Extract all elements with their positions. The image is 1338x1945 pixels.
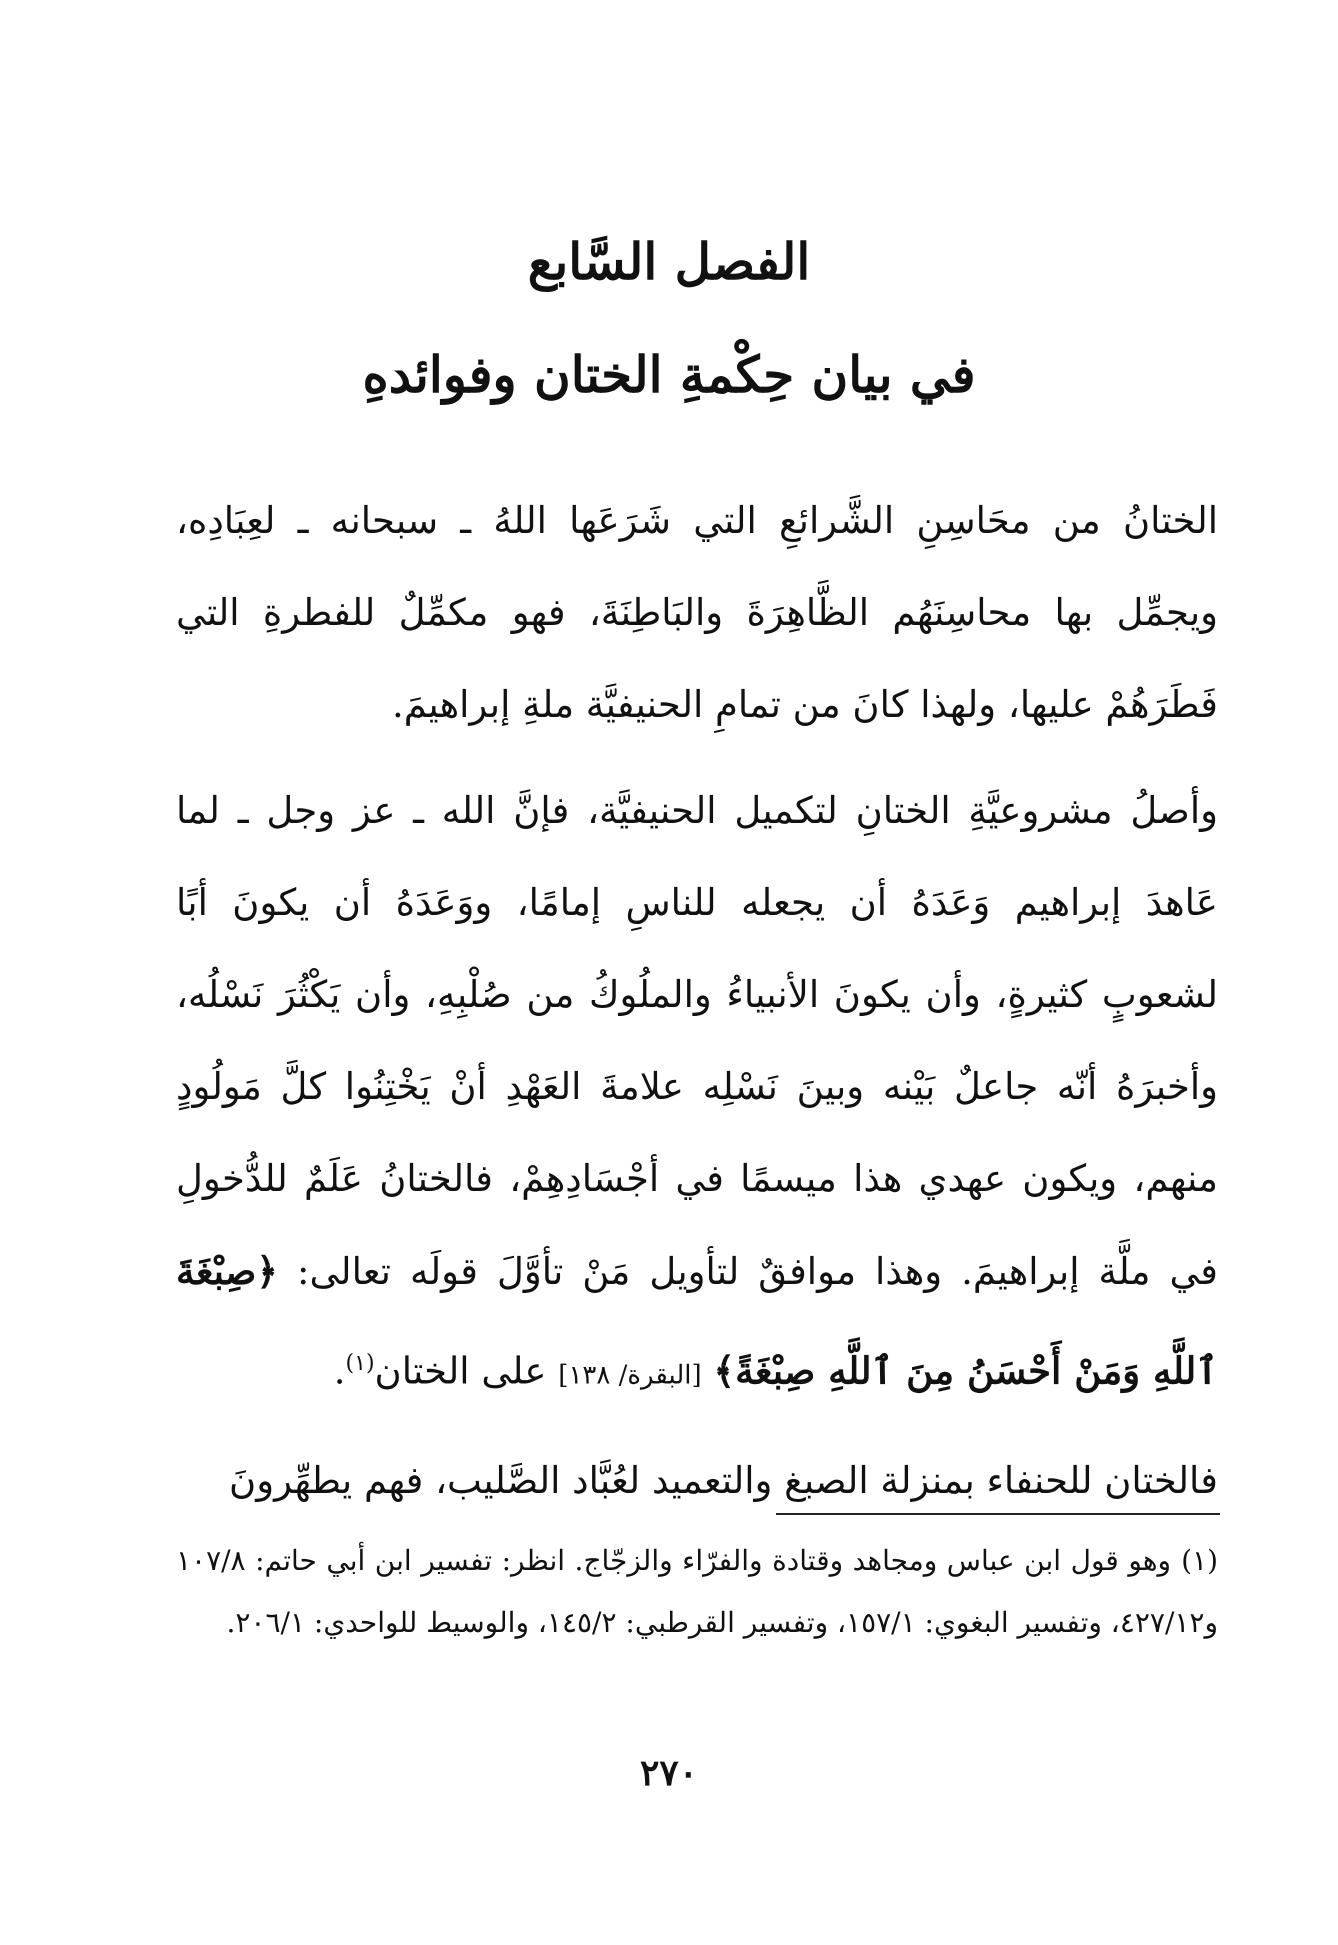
page-number: ٢٧٠ — [639, 1752, 698, 1794]
paragraph-3: فالختان للحنفاء بمنزلة الصبغ والتعميد لعُبَّاد الصَّليب، فهم يطهِّرونَ — [229, 1459, 1218, 1503]
footnotes — [176, 1530, 1218, 1654]
paragraph-2-end: . — [333, 1349, 346, 1393]
paragraph-2-text: وأصلُ مشروعيَّةِ الختانِ لتكميل الحنيفيَّة، فإنَّ الله ـ عز وجل ـ لما عَاهدَ إبراهيم وَعَدَهُ أن يجعله للناسِ إمامًا، ووَعَدَهُ أن يكونَ أبًا لشعوبٍ كثيرةٍ، وأن يكونَ الأنبياءُ والملُوكُ من صُلْبِهِ، وأن يَكْثُرَ نَسْلُه، وأخبرَهُ أنّه جاعلٌ بَيْنه وبينَ نَسْلِه علامةَ العَهْدِ أنْ يَخْتِنُوا كلَّ مَولُودٍ منهم، ويكون عهدي هذا ميسمًا في أجْسَادِهِمْ، فالختانُ عَلَمٌ للدُّخولِ في ملَّة إبراهيمَ. وهذا موافقٌ لتأويل مَنْ تأوَّلَ قولَه تعالى: — [176, 789, 1218, 1293]
chapter-title: الفصل السَّابع — [527, 232, 811, 291]
footnote-marker[interactable]: (١) — [345, 1351, 375, 1376]
paragraph-2 — [176, 765, 1218, 1421]
footnote-text: وهو قول ابن عباس ومجاهد وقتادة والفرّاء والزجّاج. انظر: تفسير ابن أبي حاتم: ١٠٧/٨ و٤٢٧/١٢، وتفسير البغوي: ١٥٧/١، وتفسير القرطبي: ١٤٥/٢، والوسيط للواحدي: ٢٠٦/١. — [176, 1544, 1218, 1639]
quran-verse: ﴿صِبْغَةَ ٱللَّهِ وَمَنْ أَحْسَنُ مِنَ ٱللَّهِ صِبْغَةً﴾ — [176, 1249, 1218, 1393]
paragraph-2-continuation: على الختان — [374, 1349, 559, 1393]
paragraph-1: الختانُ من محَاسِنِ الشَّرائعِ التي شَرَعَها اللهُ ـ سبحانه ـ لعِبَادِه، ويجمِّل بها محاسِنَهُم الظَّاهِرَةَ والبَاطِنَةَ، فهو مكمِّلٌ للفطرةِ التي فَطَرَهُمْ عليها، ولهذا كانَ من تمامِ الحنيفيَّة ملةِ إبراهيمَ. — [176, 499, 1218, 726]
main-text — [176, 475, 1218, 1541]
footnote-1 — [176, 1530, 1218, 1654]
footnote-number: (١) — [1181, 1544, 1218, 1577]
verse-reference: [البقرة/ ١٣٨] — [558, 1360, 702, 1391]
footnote-divider — [776, 1513, 1220, 1515]
chapter-subtitle: في بيان حِكْمةِ الختان وفوائدهِ — [362, 345, 976, 404]
